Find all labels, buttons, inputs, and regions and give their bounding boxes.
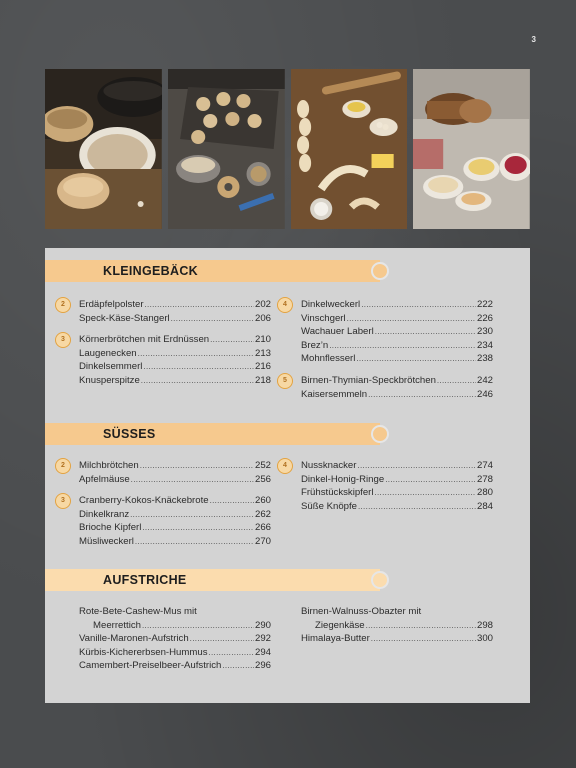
toc-entry[interactable]: Milchbrötchen ..... 252	[79, 459, 271, 473]
braided-dough-photo	[291, 69, 408, 229]
toc-entry[interactable]: Kürbis-Kichererbsen-Hummus ..... 294	[79, 646, 271, 660]
toc-entry[interactable]: Erdäpfelpolster ..... 202	[79, 298, 271, 312]
toc-entry[interactable]: Nussknacker ..... 274	[301, 459, 493, 473]
recipe-group	[61, 459, 271, 486]
section-dot-icon	[371, 571, 389, 589]
page-number: 3	[531, 35, 536, 44]
toc-entry[interactable]: Vinschgerl ..... 226	[301, 312, 493, 326]
section-header-kleingebaeck	[45, 260, 380, 282]
section-header-aufstriche	[45, 569, 380, 591]
recipe-group	[61, 333, 271, 387]
wheat-level-3-icon: 3	[55, 332, 71, 348]
recipe-group	[283, 298, 493, 366]
section-dot-icon	[371, 425, 389, 443]
wheat-level-5-icon: 5	[277, 373, 293, 389]
toc-entry[interactable]: Himalaya-Butter ..... 300	[301, 632, 493, 646]
wheat-level-4-icon: 4	[277, 297, 293, 313]
recipe-group	[79, 605, 271, 673]
toc-entry[interactable]: Apfelmäuse ..... 256	[79, 473, 271, 487]
wheat-level-2-icon: 2	[55, 458, 71, 474]
toc-entry[interactable]: Mohnflesserl ..... 238	[301, 352, 493, 366]
section-column-left	[79, 605, 271, 681]
rolls-and-baking-tray-photo	[168, 69, 285, 229]
section-column-left	[61, 459, 271, 557]
bread-and-spreads-photo	[413, 69, 530, 229]
section-column-left	[61, 298, 271, 396]
toc-entry[interactable]: Vanille-Maronen-Aufstrich ..... 292	[79, 632, 271, 646]
toc-entry[interactable]: Dinkel-Honig-Ringe ..... 278	[301, 473, 493, 487]
toc-entry[interactable]: Birnen-Thymian-Speckbrötchen ..... 242	[301, 374, 493, 388]
recipe-group	[283, 459, 493, 513]
table-of-contents-panel	[45, 248, 530, 703]
toc-entry[interactable]: Meerrettich ..... 290	[79, 619, 271, 633]
toc-entry[interactable]: Körnerbrötchen mit Erdnüssen ..... 210	[79, 333, 271, 347]
toc-entry[interactable]: Kaisersemmeln ..... 246	[301, 388, 493, 402]
section-dot-icon	[371, 262, 389, 280]
section-column-right	[301, 605, 493, 654]
recipe-group	[61, 298, 271, 325]
toc-entry[interactable]: Wachauer Laberl ..... 230	[301, 325, 493, 339]
section-title: SÜSSES	[103, 427, 156, 441]
wheat-level-4-icon: 4	[277, 458, 293, 474]
toc-entry[interactable]: Camembert-Preiselbeer-Aufstrich ..... 296	[79, 659, 271, 673]
section-column-right	[283, 298, 493, 409]
toc-entry[interactable]: Speck-Käse-Stangerl ..... 206	[79, 312, 271, 326]
section-title: KLEINGEBÄCK	[103, 264, 198, 278]
toc-entry[interactable]: Dinkelweckerl ..... 222	[301, 298, 493, 312]
toc-entry[interactable]: Birnen-Walnuss-Obazter mit	[301, 606, 422, 617]
toc-entry[interactable]: Cranberry-Kokos-Knäckebrote ..... 260	[79, 494, 271, 508]
dough-and-dutch-oven-photo	[45, 69, 162, 229]
recipe-group	[301, 605, 493, 646]
section-column-right	[283, 459, 493, 521]
section-header-suesses	[45, 423, 380, 445]
recipe-group	[61, 494, 271, 548]
wheat-level-2-icon: 2	[55, 297, 71, 313]
toc-entry[interactable]: Knusperspitze ..... 218	[79, 374, 271, 388]
section-title: AUFSTRICHE	[103, 573, 187, 587]
photo-strip	[45, 69, 530, 229]
toc-entry[interactable]: Süße Knöpfe ..... 284	[301, 500, 493, 514]
toc-entry[interactable]: Dinkelsemmerl ..... 216	[79, 360, 271, 374]
toc-entry[interactable]: Rote-Bete-Cashew-Mus mit	[79, 606, 197, 617]
recipe-group	[283, 374, 493, 401]
toc-entry[interactable]: Brez’n ..... 234	[301, 339, 493, 353]
toc-entry[interactable]: Ziegenkäse ..... 298	[301, 619, 493, 633]
toc-entry[interactable]: Müsliweckerl ..... 270	[79, 535, 271, 549]
toc-entry[interactable]: Brioche Kipferl ..... 266	[79, 521, 271, 535]
toc-entry[interactable]: Laugenecken ..... 213	[79, 347, 271, 361]
toc-entry[interactable]: Dinkelkranz ..... 262	[79, 508, 271, 522]
toc-entry[interactable]: Frühstückskipferl ..... 280	[301, 486, 493, 500]
wheat-level-3-icon: 3	[55, 493, 71, 509]
